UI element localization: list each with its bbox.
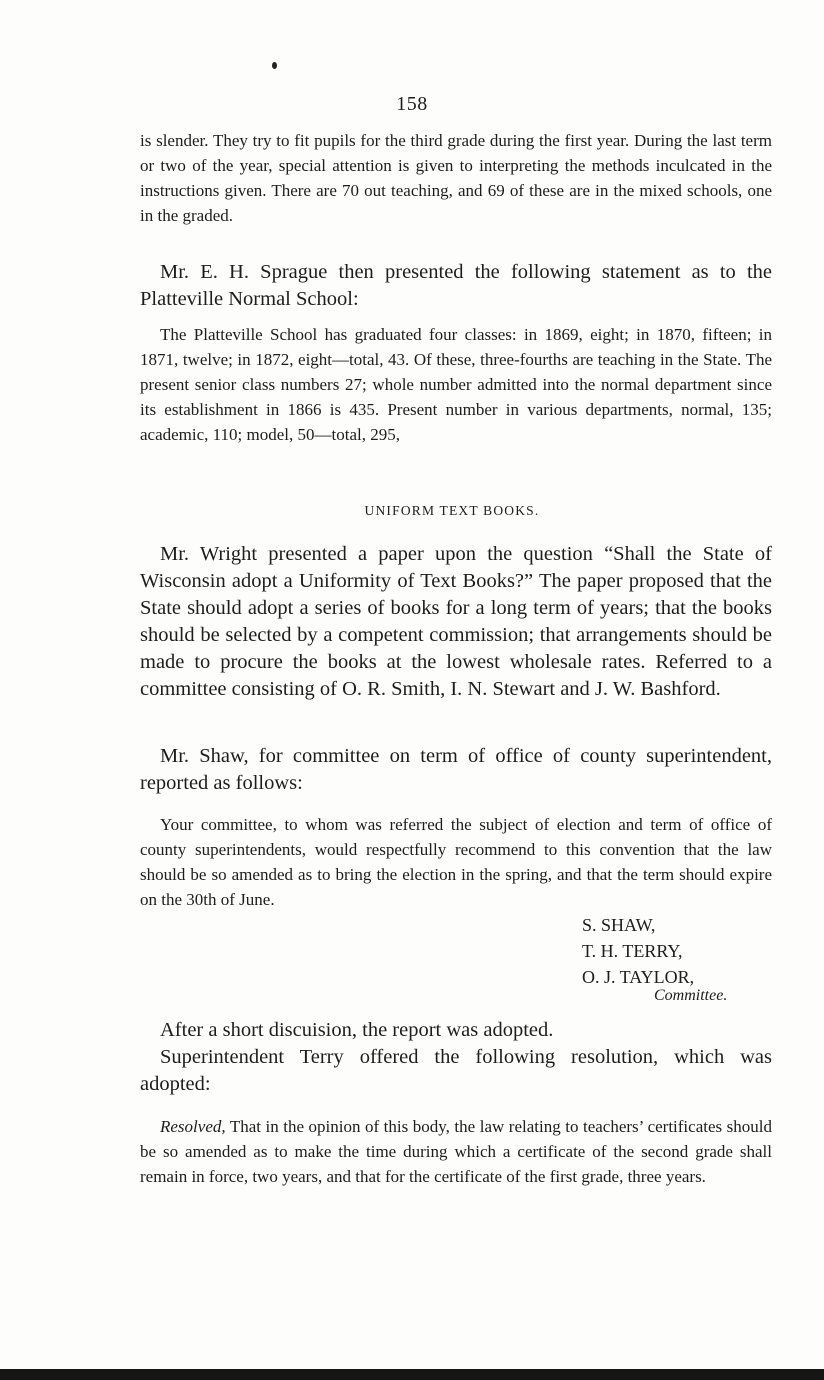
signature-block bbox=[582, 912, 694, 990]
paragraph-sprague-statement: Mr. E. H. Sprague then presented the following statement as to the Platteville Normal School: bbox=[140, 261, 772, 310]
bottom-scan-edge bbox=[0, 1369, 824, 1380]
paragraph-terry-resolution-intro: Superintendent Terry offered the following resolution, which was adopted: bbox=[140, 1046, 772, 1095]
paragraph-uniform-text-books: Mr. Wright presented a paper upon the question “Shall the State of Wisconsin adopt a Uniformity of Text Books?” The paper proposed that the State should adopt a series of books for a long term of years; that the books should be selected by a competent commission; that arrangements should be made to procure the books at the lowest wholesale rates. Referred to a committee consisting of O. R. Smith, I. N. Stewart and J. W. Bashford. bbox=[140, 543, 772, 700]
paragraph-shaw-report: Mr. Shaw, for committee on term of office of county superintendent, reported as follows: bbox=[140, 745, 772, 794]
signature-name: O. J. TAYLOR, bbox=[582, 967, 695, 987]
paragraph-report-adopted: After a short discuision, the report was adopted. bbox=[160, 1019, 554, 1041]
ink-speck bbox=[272, 62, 277, 69]
paragraph-committee-recommendation: Your committee, to whom was referred the subject of election and term of office of county superintendents, would respectfully recommend to this convention that the law should be so amended as to bring the election in the spring, and that the term should expire on the 30th of June. bbox=[140, 815, 772, 909]
signature-name: T. H. TERRY, bbox=[582, 941, 683, 961]
paragraph-normal-school-intro: is slender. They try to fit pupils for the third grade during the first year. During the last term or two of the year, special attention is given to interpreting the methods inculcated in the instructions given. There are 70 out teaching, and 69 of these are in the mixed schools, one in the graded. bbox=[140, 131, 772, 225]
resolution-text: That in the opinion of this body, the law relating to teachers’ certificates should be so amended as to make the time during which a certificate of the second grade shall remain in force, two years, and that for the certificate of the first grade, three years. bbox=[140, 1117, 772, 1186]
signature-name: S. SHAW, bbox=[582, 915, 656, 935]
paragraph-resolution bbox=[140, 1114, 772, 1189]
section-heading: UNIFORM TEXT BOOKS. bbox=[364, 503, 540, 518]
committee-label: Committee. bbox=[654, 987, 728, 1004]
page-number: 158 bbox=[396, 93, 428, 115]
paragraph-platteville-school: The Platteville School has graduated four classes: in 1869, eight; in 1870, fifteen; in 1871, twelve; in 1872, eight—total, 43. Of these, three-fourths are teaching in the State. The present senior class numbers 27; whole number admitted into the normal department since its establishment in 1866 is 435. Present number in various departments, normal, 135; academic, 110; model, 50—total, 295, bbox=[140, 325, 772, 444]
resolved-word: Resolved, bbox=[160, 1117, 226, 1136]
